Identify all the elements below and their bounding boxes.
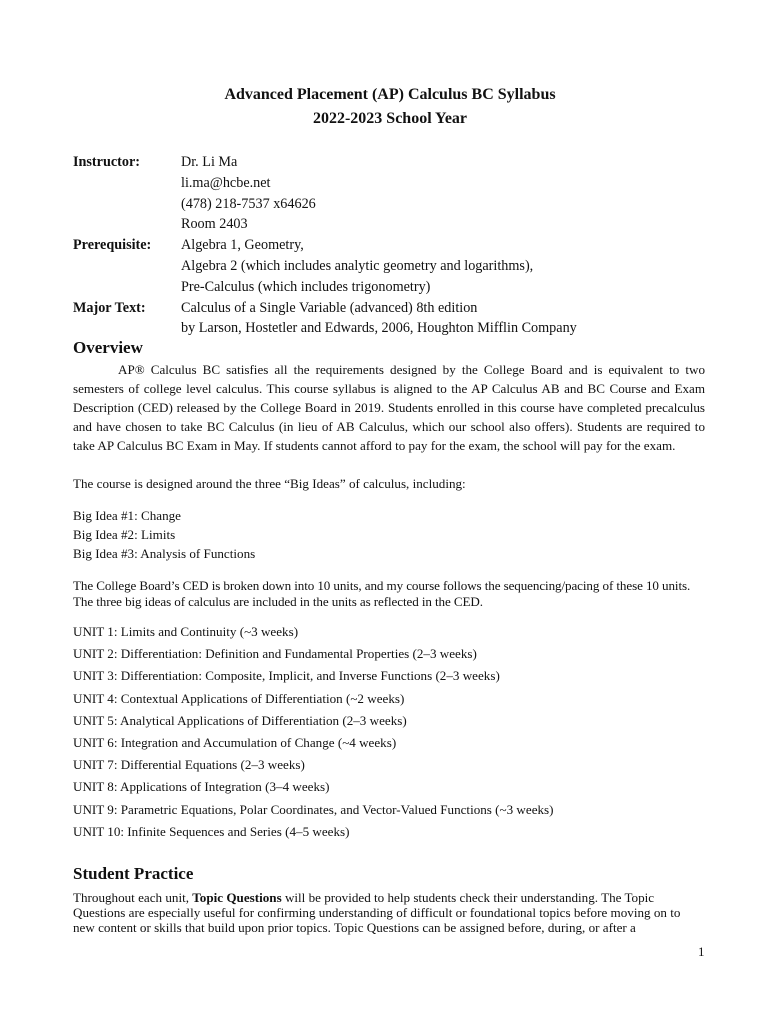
school-year: 2022-2023 School Year (312, 110, 468, 127)
topic-questions-term: Topic Questions (192, 890, 282, 905)
unit-item: UNIT 7: Differential Equations (2–3 weeks) (73, 757, 305, 773)
unit-item: UNIT 8: Applications of Integration (3–4 weeks) (73, 779, 330, 795)
big-idea-item: Big Idea #2: Limits (73, 527, 176, 542)
big-idea-item: Big Idea #1: Change (73, 508, 181, 523)
practice-text-start: Throughout each unit, (73, 890, 189, 905)
unit-item: UNIT 2: Differentiation: Definition and Fundamental Properties (2–3 weeks) (73, 646, 477, 662)
major-text-row (73, 298, 577, 340)
instructor-room: Room 2403 (181, 216, 248, 233)
instructor-row (73, 152, 577, 235)
instructor-label: Instructor: (73, 154, 140, 170)
student-practice-paragraph (73, 890, 705, 935)
practice-text-rest: will be provided to help students check their understanding. The Topic Questions are especially useful for confirming understanding of difficult or foundational topics before moving on to new content or skills that build upon prior topics. Topic Questions can be assigned before, during, or after a (73, 890, 681, 935)
unit-item: UNIT 5: Analytical Applications of Differentiation (2–3 weeks) (73, 712, 407, 728)
prerequisite-line: Algebra 1, Geometry, (181, 237, 304, 254)
document-title: Advanced Placement (AP) Calculus BC Syllabus (224, 86, 556, 103)
unit-item: UNIT 6: Integration and Accumulation of Change (~4 weeks) (73, 735, 397, 751)
prerequisite-line: Algebra 2 (which includes analytic geometry and logarithms), (181, 257, 534, 274)
unit-item: UNIT 10: Infinite Sequences and Series (4–5 weeks) (73, 823, 350, 839)
big-ideas-list (73, 506, 255, 563)
unit-item: UNIT 3: Differentiation: Composite, Implicit, and Inverse Functions (2–3 weeks) (73, 668, 500, 684)
unit-item: UNIT 9: Parametric Equations, Polar Coordinates, and Vector-Valued Functions (~3 weeks) (73, 801, 554, 817)
overview-heading: Overview (73, 338, 143, 357)
instructor-email: li.ma@hcbe.net (181, 174, 271, 191)
instructor-name: Dr. Li Ma (181, 154, 238, 170)
page-number: 1 (698, 944, 705, 959)
prerequisite-line: Pre-Calculus (which includes trigonometry) (181, 278, 431, 295)
instructor-phone: (478) 218-7537 x64626 (181, 195, 316, 212)
unit-item: UNIT 4: Contextual Applications of Differentiation (~2 weeks) (73, 690, 405, 706)
prerequisite-row (73, 235, 577, 297)
student-practice-heading: Student Practice (73, 864, 194, 883)
unit-item: UNIT 1: Limits and Continuity (~3 weeks) (73, 624, 299, 639)
instructor-contact (181, 194, 316, 236)
prerequisite-label: Prerequisite: (73, 237, 152, 254)
major-text-line: by Larson, Hostetler and Edwards, 2006, Houghton Mifflin Company (181, 320, 577, 337)
units-list (73, 621, 554, 843)
big-ideas-intro: The course is designed around the three “Big Ideas” of calculus, including: (73, 476, 466, 491)
ced-paragraph: The College Board’s CED is broken down into 10 units, and my course follows the sequencing/pacing of these 10 units. The three big ideas of calculus are included in the units as reflected in the CED. (73, 578, 691, 609)
big-idea-item: Big Idea #3: Analysis of Functions (73, 546, 256, 561)
major-text-label: Major Text: (73, 299, 146, 316)
overview-paragraph: AP® Calculus BC satisfies all the requirements designed by the College Board and is equivalent to two semesters of college level calculus. This course syllabus is aligned to the AP Calculus AB and BC Course and Exam Description (CED) released by the College Board in 2019. Students enrolled in this course have completed precalculus and have chosen to take BC Calculus (in lieu of AB Calculus, which our school also offers). Students are required to take AP Calculus BC Exam in May. If students cannot afford to pay for the exam, the school will pay for the exam. (73, 362, 705, 453)
course-info (73, 152, 577, 339)
major-text-line: Calculus of a Single Variable (advanced) 8th edition (181, 299, 478, 316)
